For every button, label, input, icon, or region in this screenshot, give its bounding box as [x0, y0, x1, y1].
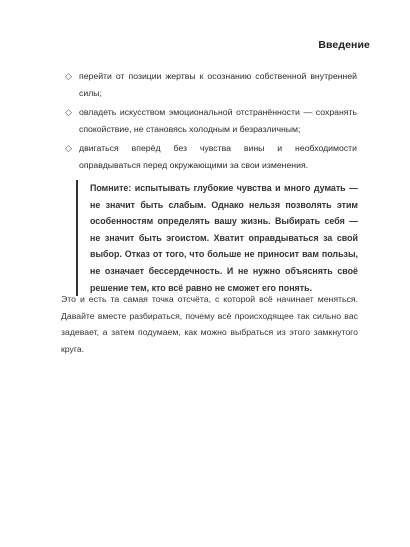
diamond-outline-icon: ◇: [65, 71, 72, 81]
callout-text: Помните: испытывать глубокие чувства и много думать — не значит быть слабым. Однако нельзя позволять этим особенностям определять вашу жизнь. Выбирать себя — не значит быть эгоистом. Хватит оправдываться за свой выбор. Отказ от того, что больше не приносит вам пользы, не означает бессердечность. И не нужно объяснять своё решение тем, кто всё равно не сможет его понять.: [90, 183, 358, 293]
list-item: [65, 104, 357, 137]
list-item: [65, 140, 357, 173]
running-head: Введение: [318, 39, 370, 51]
callout-box: [76, 180, 358, 296]
bullet-list: [65, 68, 357, 176]
body-paragraph: Это и есть та самая точка отсчёта, с которой всё начинает меняться. Давайте вместе разбираться, почему всё происходящее так сильно вас задевает, а затем подумаем, как можно выбраться из этого замкнутого круга.: [61, 294, 358, 354]
diamond-outline-icon: ◇: [65, 143, 72, 153]
list-item-text: овладеть искусством эмоциональной отстранённости — сохранять спокойствие, не становясь холодным и безразличным;: [79, 107, 357, 134]
diamond-outline-icon: ◇: [65, 107, 72, 117]
list-item-text: двигаться вперёд без чувства вины и необходимости оправдываться перед окружающими за свои изменения.: [79, 143, 357, 170]
list-item: [65, 68, 357, 101]
list-item-text: перейти от позиции жертвы к осознанию собственной внутренней силы;: [79, 71, 357, 98]
